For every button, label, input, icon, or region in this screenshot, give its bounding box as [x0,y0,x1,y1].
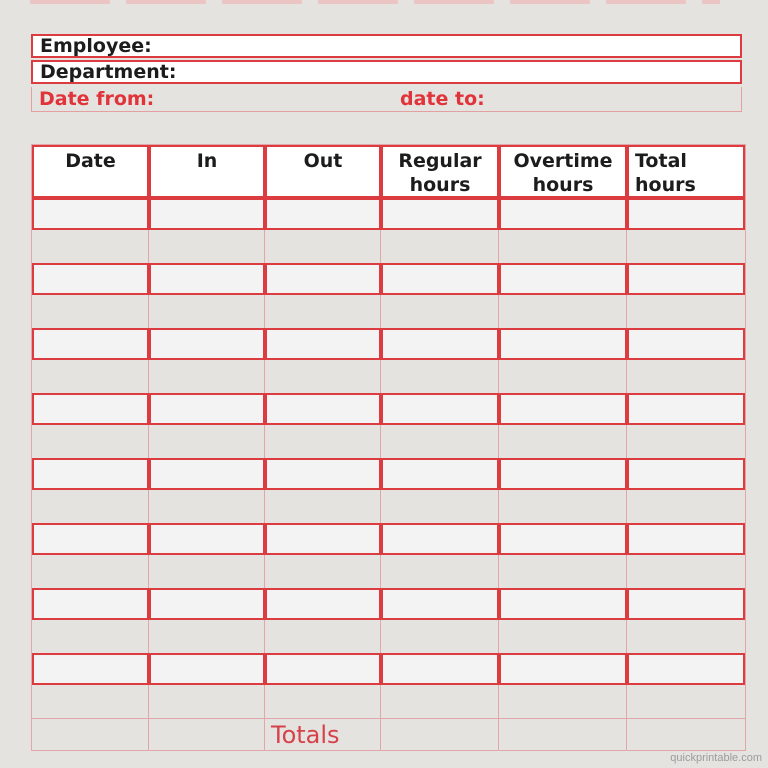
entry-cell-date[interactable] [32,328,149,360]
spacer-cell-overtime-hours [499,425,627,458]
spacer-cell-total-hours [627,425,745,458]
table-body [32,198,745,718]
spacer-cell-in [149,490,265,523]
table-row [32,523,745,555]
spacer-cell-regular-hours [381,685,499,718]
entry-cell-total-hours[interactable] [627,393,745,425]
entry-cell-total-hours[interactable] [627,328,745,360]
table-row-spacer [32,685,745,718]
table-row-spacer [32,425,745,458]
spacer-cell-regular-hours [381,425,499,458]
entry-cell-in[interactable] [149,458,265,490]
spacer-cell-out [265,555,381,588]
spacer-cell-regular-hours [381,230,499,263]
table-row [32,328,745,360]
spacer-cell-overtime-hours [499,685,627,718]
entry-cell-regular-hours[interactable] [381,523,499,555]
totals-overtime-cell[interactable] [499,718,627,750]
entry-cell-out[interactable] [265,328,381,360]
spacer-cell-in [149,685,265,718]
entry-cell-out[interactable] [265,653,381,685]
table-row [32,393,745,425]
spacer-cell-out [265,620,381,653]
entry-cell-date[interactable] [32,588,149,620]
entry-cell-date[interactable] [32,393,149,425]
spacer-cell-in [149,295,265,328]
entry-cell-overtime-hours[interactable] [499,653,627,685]
spacer-cell-regular-hours [381,555,499,588]
spacer-cell-total-hours [627,555,745,588]
column-header-word: Regular [398,150,482,172]
totals-label: Totals [265,718,381,750]
entry-cell-in[interactable] [149,653,265,685]
spacer-cell-in [149,555,265,588]
spacer-cell-out [265,425,381,458]
table-row [32,263,745,295]
spacer-cell-overtime-hours [499,360,627,393]
spacer-cell-date [32,295,149,328]
entry-cell-out[interactable] [265,458,381,490]
spacer-cell-out [265,685,381,718]
entry-cell-regular-hours[interactable] [381,588,499,620]
entry-cell-in[interactable] [149,523,265,555]
date-from-label[interactable]: Date from: [39,88,155,110]
entry-cell-overtime-hours[interactable] [499,198,627,230]
entry-cell-overtime-hours[interactable] [499,588,627,620]
entry-cell-total-hours[interactable] [627,523,745,555]
entry-cell-date[interactable] [32,198,149,230]
spacer-cell-in [149,360,265,393]
column-header-date: Date [32,145,149,198]
table-row-spacer [32,490,745,523]
top-cut-off-heading [30,0,720,4]
column-header-total-hours [627,145,745,198]
column-header-word: hours [532,174,594,196]
spacer-cell-total-hours [627,620,745,653]
column-header-in: In [149,145,265,198]
watermark: quickprintable.com [670,752,762,764]
spacer-cell-regular-hours [381,620,499,653]
table-row-spacer [32,555,745,588]
spacer-cell-date [32,230,149,263]
entry-cell-overtime-hours[interactable] [499,328,627,360]
entry-cell-in[interactable] [149,328,265,360]
spacer-cell-total-hours [627,685,745,718]
column-header-word: Total [635,150,687,172]
totals-total-cell[interactable] [627,718,745,750]
entry-cell-in[interactable] [149,263,265,295]
entry-cell-out[interactable] [265,198,381,230]
column-header-overtime-hours [499,145,627,198]
entry-cell-overtime-hours[interactable] [499,523,627,555]
table-row-spacer [32,230,745,263]
entry-cell-regular-hours[interactable] [381,263,499,295]
table-row [32,198,745,230]
entry-cell-regular-hours[interactable] [381,393,499,425]
spacer-cell-overtime-hours [499,295,627,328]
table-header-row [32,145,745,198]
table-row [32,588,745,620]
spacer-cell-in [149,620,265,653]
date-range-row [31,87,742,112]
entry-cell-regular-hours[interactable] [381,458,499,490]
spacer-cell-date [32,555,149,588]
entry-cell-total-hours[interactable] [627,263,745,295]
column-header-regular-hours [381,145,499,198]
spacer-cell-regular-hours [381,490,499,523]
department-field[interactable] [31,60,742,84]
spacer-cell-out [265,230,381,263]
spacer-cell-date [32,685,149,718]
entry-cell-overtime-hours[interactable] [499,263,627,295]
table-row [32,653,745,685]
entry-cell-overtime-hours[interactable] [499,393,627,425]
entry-cell-date[interactable] [32,523,149,555]
entry-cell-date[interactable] [32,653,149,685]
date-to-label[interactable]: date to: [400,88,485,110]
entry-cell-in[interactable] [149,198,265,230]
spacer-cell-out [265,360,381,393]
spacer-cell-overtime-hours [499,555,627,588]
entry-cell-total-hours[interactable] [627,653,745,685]
spacer-cell-in [149,230,265,263]
entry-cell-total-hours[interactable] [627,588,745,620]
table-row-spacer [32,360,745,393]
entry-cell-date[interactable] [32,458,149,490]
spacer-cell-total-hours [627,295,745,328]
table-row-spacer [32,295,745,328]
entry-cell-date[interactable] [32,263,149,295]
spacer-cell-total-hours [627,230,745,263]
spacer-cell-out [265,295,381,328]
column-header-word: Overtime [513,150,613,172]
table-row-spacer [32,620,745,653]
entry-cell-regular-hours[interactable] [381,653,499,685]
totals-row [32,718,745,750]
employee-field[interactable] [31,34,742,58]
column-header-out: Out [265,145,381,198]
entry-cell-out[interactable] [265,523,381,555]
spacer-cell-overtime-hours [499,490,627,523]
entry-cell-out[interactable] [265,263,381,295]
spacer-cell-date [32,490,149,523]
column-header-word: hours [635,174,696,196]
totals-cell [32,718,149,750]
entry-cell-regular-hours[interactable] [381,198,499,230]
entry-cell-overtime-hours[interactable] [499,458,627,490]
entry-cell-total-hours[interactable] [627,198,745,230]
column-header-word: hours [409,174,471,196]
employee-label: Employee: [40,35,152,57]
entry-cell-in[interactable] [149,393,265,425]
spacer-cell-regular-hours [381,360,499,393]
spacer-cell-regular-hours [381,295,499,328]
spacer-cell-total-hours [627,360,745,393]
spacer-cell-overtime-hours [499,230,627,263]
spacer-cell-total-hours [627,490,745,523]
department-label: Department: [40,61,177,83]
entry-cell-out[interactable] [265,393,381,425]
spacer-cell-overtime-hours [499,620,627,653]
entry-cell-regular-hours[interactable] [381,328,499,360]
entry-cell-total-hours[interactable] [627,458,745,490]
spacer-cell-date [32,620,149,653]
entry-cell-out[interactable] [265,588,381,620]
totals-regular-cell[interactable] [381,718,499,750]
timesheet-table [31,144,746,751]
entry-cell-in[interactable] [149,588,265,620]
spacer-cell-date [32,360,149,393]
spacer-cell-date [32,425,149,458]
spacer-cell-in [149,425,265,458]
spacer-cell-out [265,490,381,523]
table-row [32,458,745,490]
totals-cell [149,718,265,750]
